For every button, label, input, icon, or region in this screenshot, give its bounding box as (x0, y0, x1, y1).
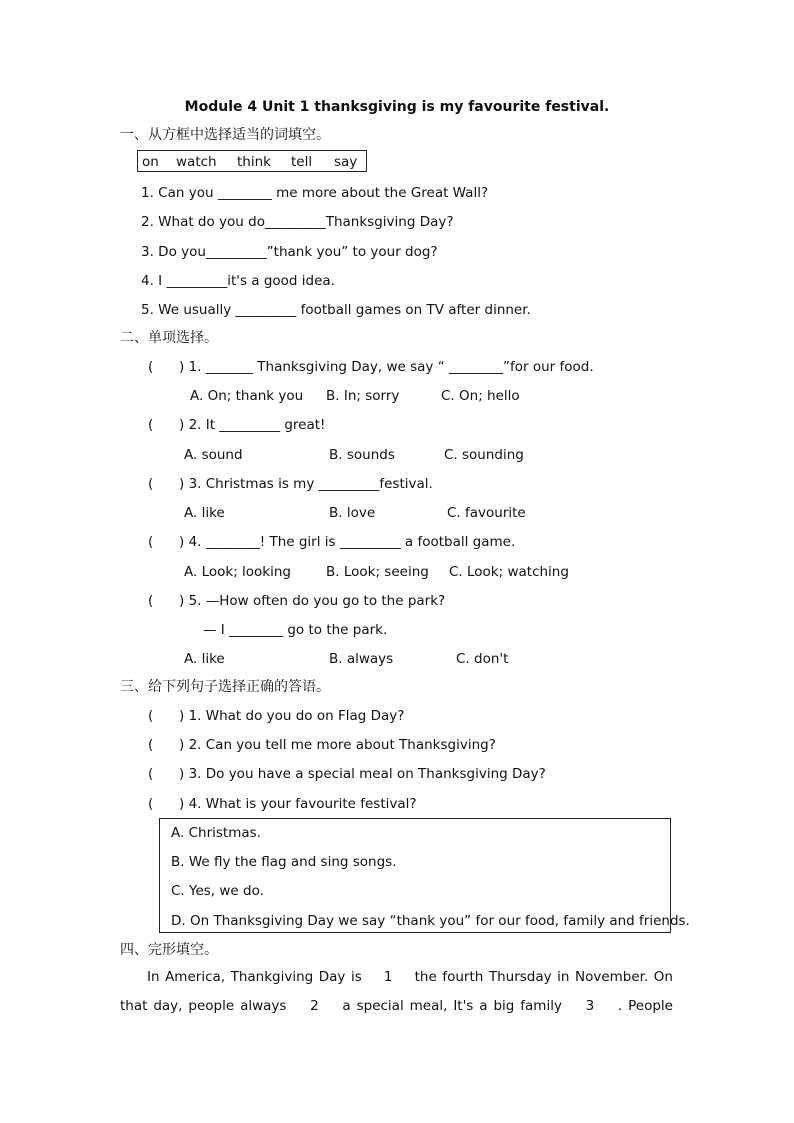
section3-heading: 三、给下列句子选择正确的答语。 (120, 679, 330, 695)
s2-q4-option-c: C. Look; watching (449, 564, 569, 580)
s2-q5-stem: ( ) 5. —How often do you go to the park? (148, 593, 446, 609)
word-bank-box (137, 150, 367, 172)
s2-q5-option-c: C. don't (456, 651, 509, 667)
s2-q2-option-c: C. sounding (444, 447, 524, 463)
s2-q3-stem: ( ) 3. Christmas is my _________festival. (148, 476, 433, 492)
cloze-paragraph-line-1: In America, Thankgiving Day is 1 the fourth Thursday in November. On (147, 969, 673, 985)
word-bank-item: watch (176, 154, 217, 170)
s2-q4-stem: ( ) 4. ________! The girl is _________ a football game. (148, 534, 516, 550)
answer-options-box (159, 818, 690, 933)
s2-q4-option-b: B. Look; seeing (326, 564, 429, 580)
s3-q1: ( ) 1. What do you do on Flag Day? (148, 708, 405, 724)
section1-heading: 一、从方框中选择适当的词填空。 (120, 127, 330, 143)
section4-heading: 四、完形填空。 (120, 942, 218, 958)
s3-answer-d: D. On Thanksgiving Day we say “thank you” for our food, family and friends. (171, 913, 690, 929)
s2-q1-stem: ( ) 1. _______ Thanksgiving Day, we say “ ________”for our food. (148, 359, 594, 375)
section2-heading: 二、单项选择。 (120, 330, 218, 346)
s2-q1-option-a: A. On; thank you (190, 388, 304, 404)
s2-q2-option-a: A. sound (184, 447, 243, 463)
s2-q5-option-b: B. always (329, 651, 394, 667)
s3-q4: ( ) 4. What is your favourite festival? (148, 796, 417, 812)
s2-q1-option-b: B. In; sorry (326, 388, 400, 404)
s1-item-2: 2. What do you do_________Thanksgiving Day? (141, 214, 454, 230)
s3-answer-b: B. We fly the flag and sing songs. (171, 854, 397, 870)
s2-q1-option-c: C. On; hello (441, 388, 520, 404)
s2-q4-option-a: A. Look; looking (184, 564, 292, 580)
s1-item-3: 3. Do you_________”thank you” to your dog? (141, 244, 438, 260)
word-bank-item: think (237, 154, 271, 170)
word-bank-item: say (334, 154, 358, 170)
s1-item-5: 5. We usually _________ football games on TV after dinner. (141, 302, 531, 318)
word-bank-item: tell (291, 154, 313, 170)
s1-item-4: 4. I _________it's a good idea. (141, 273, 335, 289)
s3-q2: ( ) 2. Can you tell me more about Thanksgiving? (148, 737, 496, 753)
s3-answer-a: A. Christmas. (171, 825, 261, 841)
s2-q2-stem: ( ) 2. It _________ great! (148, 417, 326, 433)
cloze-paragraph-line-2: that day, people always 2 a special meal, It's a big family 3 . People (120, 998, 673, 1014)
s3-answer-c: C. Yes, we do. (171, 883, 264, 899)
page-title: Module 4 Unit 1 thanksgiving is my favourite festival. (184, 99, 610, 115)
s2-q5-stem-reply: — I ________ go to the park. (203, 622, 388, 638)
s3-q3: ( ) 3. Do you have a special meal on Thanksgiving Day? (148, 766, 546, 782)
s1-item-1: 1. Can you ________ me more about the Great Wall? (141, 185, 489, 201)
s2-q3-option-a: A. like (184, 505, 225, 521)
s2-q3-option-c: C. favourite (447, 505, 526, 521)
s2-q5-option-a: A. like (184, 651, 225, 667)
word-bank-item: on (142, 154, 159, 170)
s2-q3-option-b: B. love (329, 505, 376, 521)
s2-q2-option-b: B. sounds (329, 447, 395, 463)
